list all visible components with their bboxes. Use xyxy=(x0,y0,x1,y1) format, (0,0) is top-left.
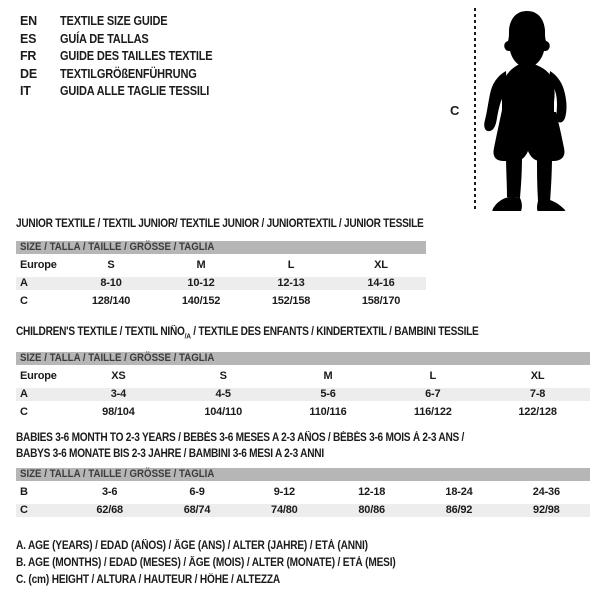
size-cell: 5-6 xyxy=(320,388,336,400)
size-cell: XS xyxy=(111,370,126,382)
size-header-bar: SIZE / TALLA / TAILLE / GRÖSSE / TAGLIA xyxy=(16,352,590,365)
language-code: EN xyxy=(20,14,37,28)
size-cell: 86/92 xyxy=(445,504,473,516)
size-cell: 152/158 xyxy=(271,295,311,307)
size-cell: 80/86 xyxy=(358,504,385,516)
size-cell: 9-12 xyxy=(273,486,295,498)
language-label: GUIDE DES TAILLES TEXTILE xyxy=(60,49,213,63)
footnote-line-b: B. AGE (MONTHS) / EDAD (MESES) / ÂGE (MOIS) / ALTER (MONATE) / ETÀ (MESI) xyxy=(16,557,396,569)
language-code: IT xyxy=(20,84,31,98)
size-cell: XL xyxy=(374,259,388,271)
row-label: C xyxy=(20,406,28,418)
language-code: ES xyxy=(20,31,37,46)
babies-size-table xyxy=(16,468,590,522)
size-cell: 3-6 xyxy=(102,486,118,498)
babies-table-title: BABIES 3-6 MONTH TO 2-3 YEARS / BEBÉS 3-6 MESES A 2-3 AÑOS / BÉBÉS 3-6 MOIS À 2-3 ANS / BABYS 3-6 MONATE BIS 2-3 JAHRE / BAMBINI 3-6 MESI A 2-3 ANNI xyxy=(16,432,465,460)
size-cell: 158/170 xyxy=(361,295,401,307)
junior-size-table xyxy=(16,241,426,313)
size-cell: 12-18 xyxy=(358,486,386,498)
size-cell: 128/140 xyxy=(91,295,131,307)
language-row xyxy=(20,48,233,66)
language-list xyxy=(20,13,233,101)
height-dashed-line xyxy=(474,8,476,211)
size-cell: 6-9 xyxy=(189,486,205,498)
children-table-title: CHILDREN'S TEXTILE / TEXTIL $NIÑO_{/A}$ / TEXTILE DES ENFANTS / KINDERTEXTIL / BAMBINI TESSILE xyxy=(16,326,479,341)
table-row-age xyxy=(16,388,590,401)
language-label: TEXTILGRÖßENFÜHRUNG xyxy=(60,66,197,81)
language-row xyxy=(20,66,233,84)
footnote-legend xyxy=(16,538,447,589)
size-cell: 14-16 xyxy=(367,277,395,289)
title-subscript: /A xyxy=(184,331,191,341)
language-label: GUIDA ALLE TAGLIE TESSILI xyxy=(60,84,210,98)
children-size-table xyxy=(16,352,590,424)
size-cell: 10-12 xyxy=(187,277,215,289)
row-label: A xyxy=(20,277,28,289)
size-cell: L xyxy=(287,259,295,271)
language-row xyxy=(20,13,233,31)
size-cell: 6-7 xyxy=(425,388,441,400)
size-cell: M xyxy=(323,370,333,382)
row-label: C xyxy=(20,295,28,307)
size-cell: S xyxy=(219,370,227,382)
row-label: B xyxy=(20,486,28,498)
toddler-silhouette-icon xyxy=(482,8,577,211)
size-cell: 68/74 xyxy=(183,504,211,516)
table-row-europe xyxy=(16,370,590,383)
size-cell: 7-8 xyxy=(529,388,546,400)
table-row-europe xyxy=(16,259,426,272)
size-cell: 8-10 xyxy=(100,277,122,289)
size-cell: 140/152 xyxy=(181,295,221,307)
size-cell: 98/104 xyxy=(102,406,135,418)
size-cell: 4-5 xyxy=(215,388,231,400)
table-row-height xyxy=(16,406,590,419)
size-cell: S xyxy=(107,259,115,271)
language-label: TEXTILE SIZE GUIDE xyxy=(60,14,168,28)
table-row-months xyxy=(16,486,590,499)
size-cell: XL xyxy=(530,370,545,382)
table-row-height xyxy=(16,295,426,308)
language-label: GUÍA DE TALLAS xyxy=(60,31,149,46)
size-cell: 122/128 xyxy=(518,406,557,418)
language-code: FR xyxy=(20,49,37,63)
size-cell: M xyxy=(196,259,206,271)
size-cell: 12-13 xyxy=(277,277,305,289)
footnote-line-a: A. AGE (YEARS) / EDAD (AÑOS) / ÂGE (ANS) / ALTER (JAHRE) / ETÀ (ANNI) xyxy=(16,540,368,552)
size-cell: 62/68 xyxy=(96,504,123,516)
size-cell: 18-24 xyxy=(445,486,473,498)
size-cell: 3-4 xyxy=(110,388,127,400)
size-header-bar: SIZE / TALLA / TAILLE / GRÖSSE / TAGLIA xyxy=(16,468,590,481)
row-label: C xyxy=(20,504,28,516)
row-label: Europe xyxy=(20,370,57,382)
language-row xyxy=(20,83,233,101)
language-code: DE xyxy=(20,66,37,81)
size-cell: 116/122 xyxy=(413,406,452,418)
junior-table-title: JUNIOR TEXTILE / TEXTIL JUNIOR/ TEXTILE JUNIOR / JUNIORTEXTIL / JUNIOR TESSILE xyxy=(16,218,424,230)
size-header-bar: SIZE / TALLA / TAILLE / GRÖSSE / TAGLIA xyxy=(16,241,426,254)
size-cell: 24-36 xyxy=(532,486,560,498)
row-label: Europe xyxy=(20,259,57,271)
row-label: A xyxy=(20,388,28,400)
size-cell: 110/116 xyxy=(309,406,347,418)
height-measure-label: C xyxy=(450,103,460,118)
size-cell: L xyxy=(429,370,437,382)
size-cell: 74/80 xyxy=(271,504,298,516)
language-row xyxy=(20,31,233,49)
size-cell: 104/110 xyxy=(204,406,243,418)
table-row-age xyxy=(16,277,426,290)
table-row-height xyxy=(16,504,590,517)
size-cell: 92/98 xyxy=(533,504,560,516)
footnote-line-c: C. (cm) HEIGHT / ALTURA / HAUTEUR / HÖHE / ALTEZZA xyxy=(16,574,281,586)
